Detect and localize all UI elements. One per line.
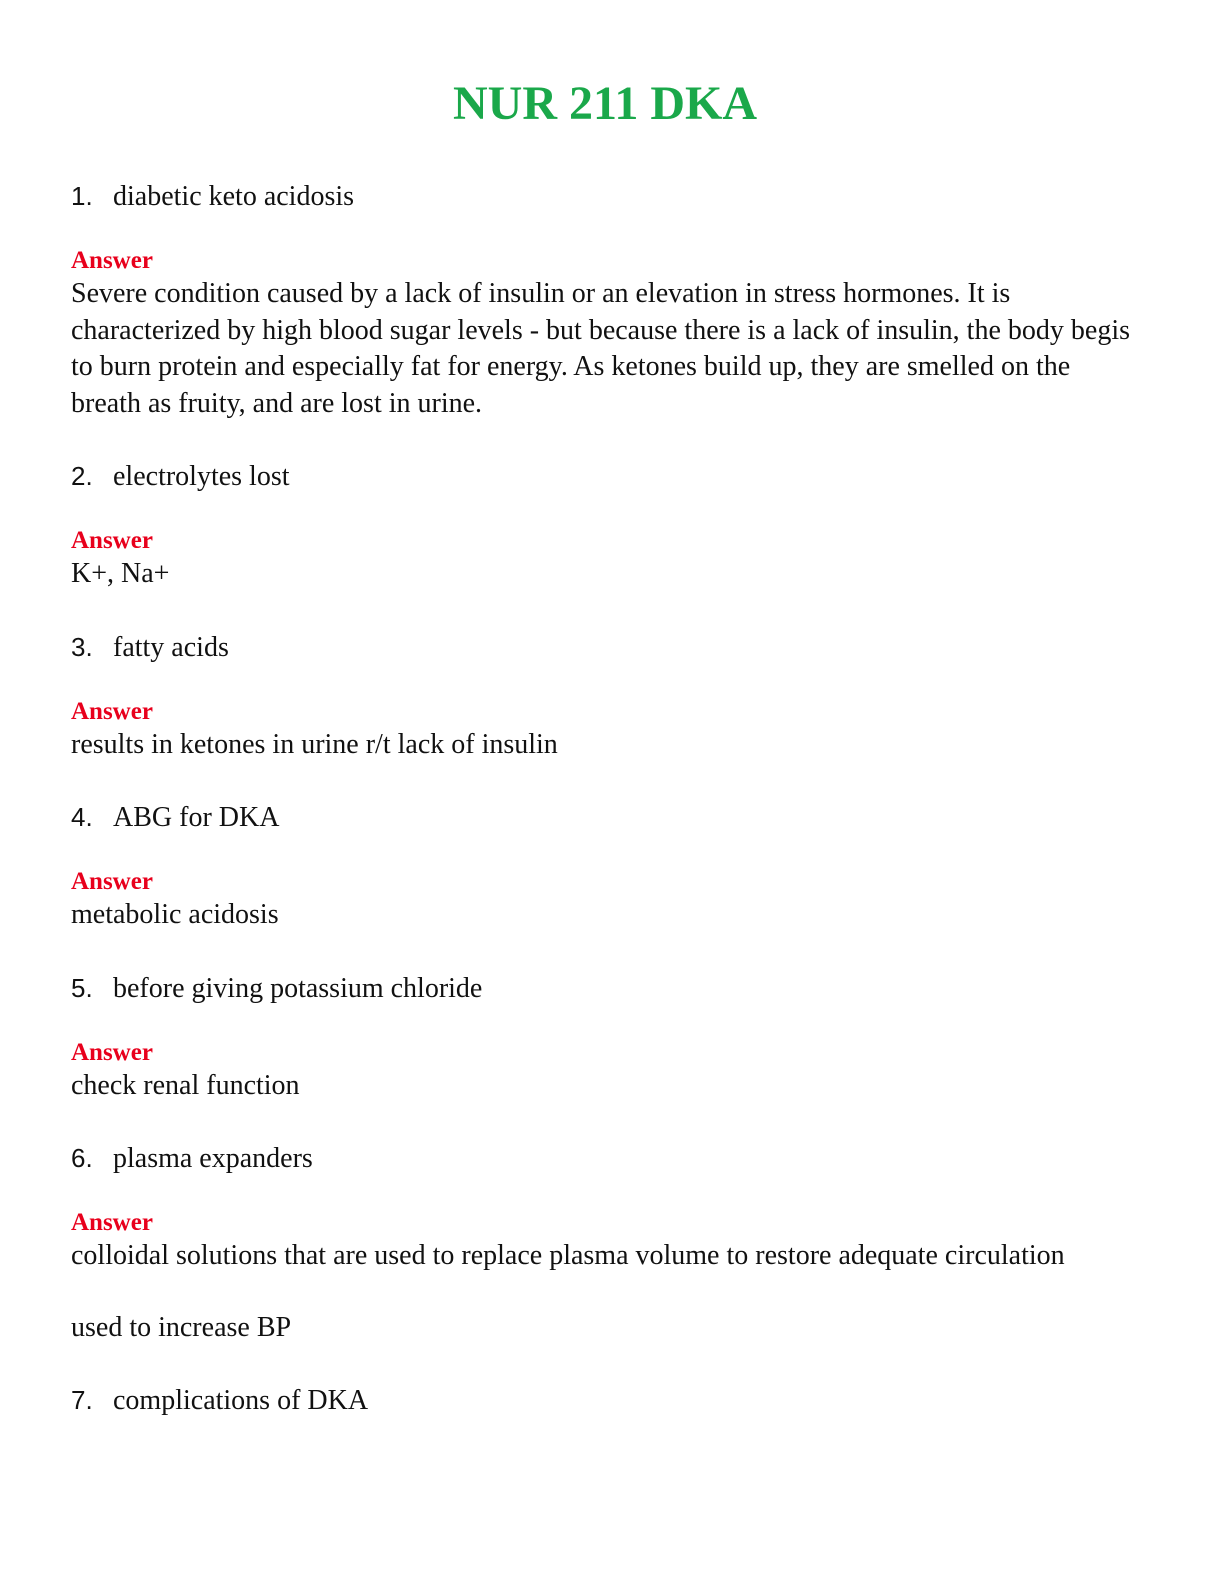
qa-item [71, 970, 1141, 1105]
question-number: 2. [71, 461, 93, 491]
question-number: 5. [71, 972, 93, 1003]
question [71, 799, 1141, 836]
question-text: ABG for DKA [113, 802, 280, 833]
question-number: 1. [71, 181, 93, 211]
answer-text: results in ketones in urine r/t lack of insulin [71, 728, 558, 760]
question [71, 1140, 1141, 1177]
qa-item [71, 1382, 1141, 1419]
question-number: 4. [71, 802, 93, 832]
qa-item [71, 799, 1141, 934]
answer-label: Answer [71, 868, 153, 895]
qa-item [71, 1140, 1141, 1346]
question [71, 458, 1141, 495]
question-number: 7. [71, 1384, 93, 1415]
qa-item [71, 629, 1141, 764]
answer-text: Severe condition caused by a lack of insulin or an elevation in stress hormones. It is characterized by high blood sugar levels - but because there is a lack of insulin, the body begis to burn protein and especially fat for energy. As ketones build up, they are smelled on the breath as fruity, and are lost in urine. [71, 278, 1130, 419]
question-text: plasma expanders [113, 1143, 313, 1174]
question-text: before giving potassium chloride [113, 972, 483, 1004]
page-title: NUR 211 DKA [452, 77, 757, 130]
answer-text: K+, Na+ [71, 558, 170, 589]
qa-item [71, 458, 1141, 593]
question-text: diabetic keto acidosis [113, 181, 355, 212]
answer-label: Answer [71, 527, 153, 554]
qa-item [71, 178, 1141, 422]
question-number: 3. [71, 631, 93, 662]
question [71, 629, 1141, 666]
answer-label: Answer [71, 247, 153, 274]
answer-text: colloidal solutions that are used to replace plasma volume to restore adequate circulation [71, 1240, 1065, 1271]
answer-text: check renal function [71, 1069, 300, 1101]
question [71, 970, 1141, 1007]
question [71, 178, 1141, 215]
qa-list [71, 178, 1141, 1419]
answer-label: Answer [71, 1038, 153, 1066]
question [71, 1382, 1141, 1419]
answer-label: Answer [71, 697, 153, 725]
answer-text: metabolic acidosis [71, 899, 279, 930]
answer-label: Answer [71, 1209, 153, 1236]
question-text: electrolytes lost [113, 461, 290, 492]
question-text: complications of DKA [113, 1384, 369, 1416]
question-number: 6. [71, 1143, 93, 1173]
question-text: fatty acids [113, 631, 229, 663]
answer-extra-text: used to increase BP [71, 1311, 292, 1343]
